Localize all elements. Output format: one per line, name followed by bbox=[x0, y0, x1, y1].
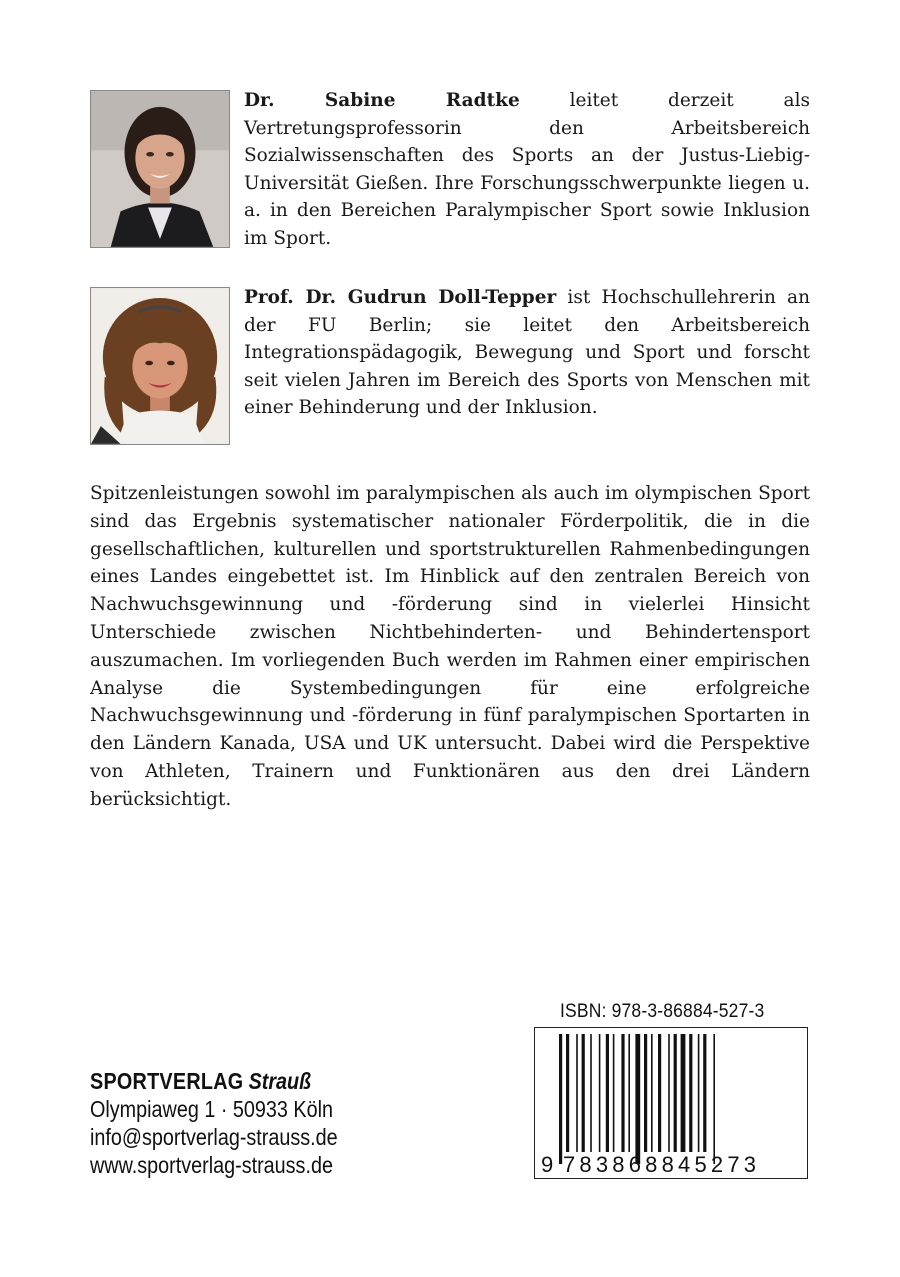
barcode-bar bbox=[698, 1034, 700, 1152]
book-description: Spitzenleistungen sowohl im paralympischen als auch im olympischen Sport sind das Ergebnis systematischer nationaler Förderpolitik, die in die gesellschaftlichen, kulturellen und sportstrukturellen Rahmenbedingungen eines Landes eingebettet ist. Im Hinblick auf den zentralen Bereich von Nachwuchsgewinnung und -förderung sind in vielerlei Hinsicht Unterschiede zwischen Nichtbehinderten- und Behindertensport auszumachen. Im vorliegenden Buch werden im Rahmen einer empirischen Analyse die Systembedingungen für eine erfolgreiche Nachwuchsgewinnung und -förderung in fünf paralympischen Sportarten in den Ländern Kanada, USA und UK untersucht. Dabei wird die Perspektive von Athleten, Trainern und Funktionären aus den drei Ländern berücksichtigt. bbox=[90, 483, 810, 810]
author-photo-radtke bbox=[90, 90, 230, 248]
barcode-bar bbox=[651, 1034, 653, 1152]
publisher-website: www.sportverlag-strauss.de bbox=[90, 1152, 333, 1178]
barcode-bar bbox=[674, 1034, 677, 1152]
publisher-info bbox=[90, 1067, 434, 1179]
barcode-bar bbox=[689, 1034, 692, 1152]
barcode-bar bbox=[582, 1034, 585, 1152]
author-description: ist Hochschullehrerin an der FU Berlin; sie leitet den Arbeitsbereich Integrationspädagogik, Bewegung und Sport und forscht seit vielen Jahren im Bereich des Sports von Menschen mit einer Behinderung und der Inklusion. bbox=[244, 287, 811, 418]
barcode-bar bbox=[628, 1034, 630, 1152]
barcode-bar bbox=[559, 1034, 562, 1164]
barcode-bar bbox=[576, 1034, 578, 1152]
barcode-lead-digit: 9 bbox=[541, 1152, 554, 1177]
author-bio-text bbox=[244, 284, 810, 422]
publisher-address: Olympiaweg 1 · 50933 Köln bbox=[90, 1096, 334, 1122]
barcode-bar bbox=[613, 1034, 615, 1152]
barcode-bar bbox=[658, 1034, 661, 1152]
barcode-bar bbox=[713, 1034, 715, 1164]
barcode-bar bbox=[703, 1034, 706, 1152]
barcode-bar bbox=[590, 1034, 592, 1152]
author-description: leitet derzeit als Vertretungsprofessorin den Arbeitsbereich Sozialwissenschaften des Sports an der Justus-Liebig-Universität Gießen. Ihre Forschungsschwerpunkte liegen u. a. in den Bereichen Paralympischer Sport sowie Inklusion im Sport. bbox=[244, 90, 810, 249]
barcode-bar bbox=[681, 1034, 686, 1152]
author-name: Prof. Dr. Gudrun Doll-Tepper bbox=[244, 287, 557, 308]
barcode-bar bbox=[621, 1034, 624, 1152]
publisher-title bbox=[90, 1067, 434, 1095]
barcode-bar bbox=[635, 1034, 640, 1164]
author-bio-text bbox=[244, 87, 810, 252]
barcode-bar bbox=[606, 1034, 609, 1152]
barcode-bar bbox=[668, 1034, 670, 1152]
author-name: Dr. Sabine Radtke bbox=[244, 90, 520, 111]
publisher-brand: Strauß bbox=[248, 1068, 312, 1094]
author-photo-doll-tepper bbox=[90, 287, 230, 445]
publisher-name: SPORTVERLAG bbox=[90, 1068, 244, 1094]
barcode-bar bbox=[566, 1034, 569, 1152]
isbn-label: ISBN: 978-3-86884-527-3 bbox=[560, 1001, 765, 1022]
isbn-barcode bbox=[534, 1027, 808, 1179]
barcode-digits: 783868845273 bbox=[563, 1152, 761, 1177]
publisher-email: info@sportverlag-strauss.de bbox=[90, 1124, 338, 1150]
barcode-bar bbox=[644, 1034, 647, 1152]
barcode-bar bbox=[599, 1034, 601, 1152]
